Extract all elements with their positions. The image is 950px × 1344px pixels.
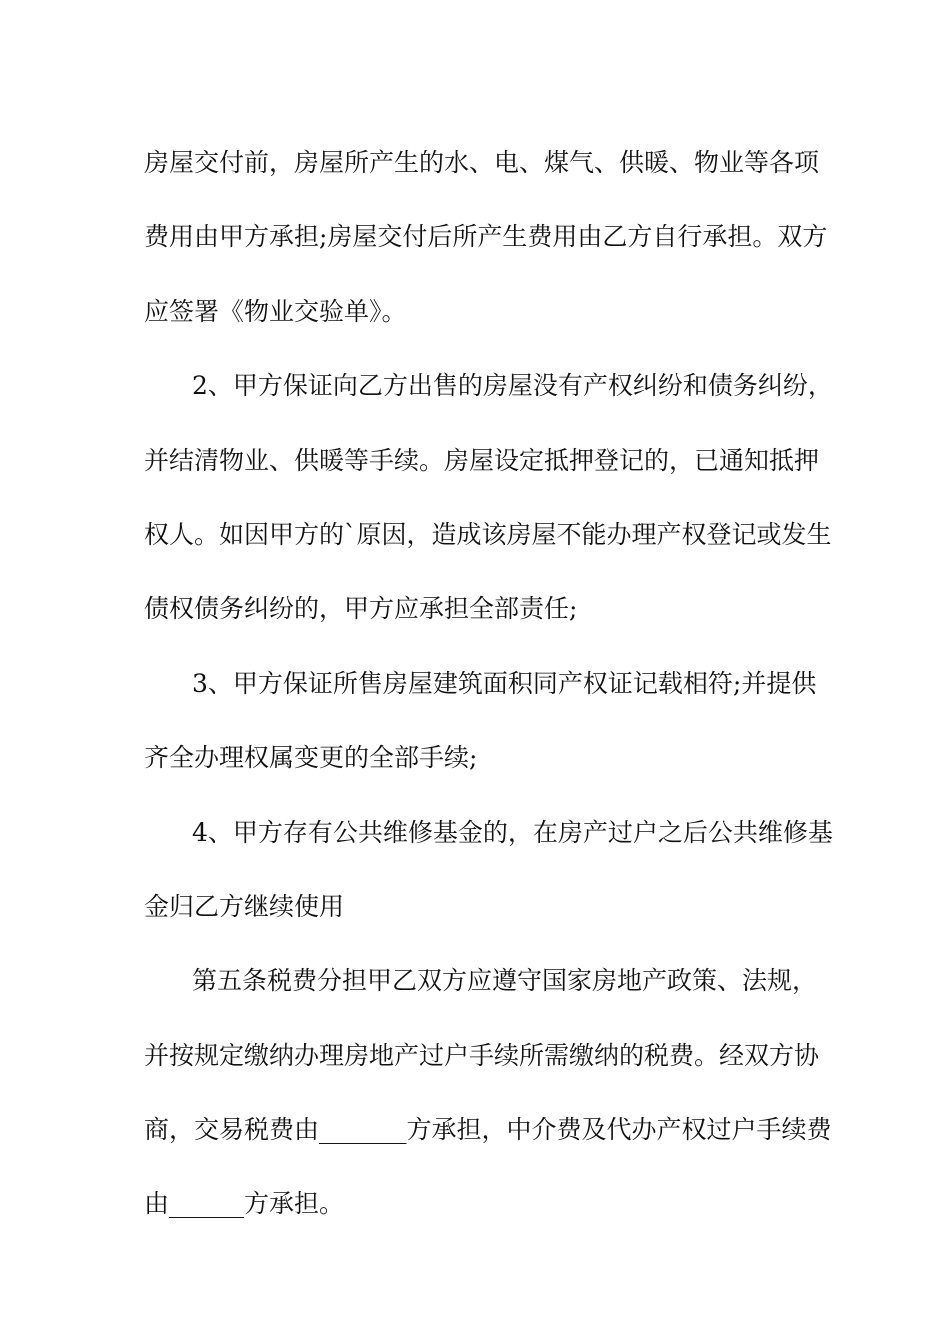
text-line: 应签署《物业交验单》。 <box>144 296 407 326</box>
clause-4-first-line: 4、甲方存有公共维修基金的，在房产过户之后公共维修基 <box>192 817 833 847</box>
text-line: 债权债务纠纷的，甲方应承担全部责任; <box>144 594 578 624</box>
text-line: 并按规定缴纳办理房地产过户手续所需缴纳的税费。经双方协 <box>144 1040 820 1070</box>
text-line-with-blank: 由______方承担。 <box>144 1189 345 1219</box>
document-body <box>144 126 833 1242</box>
text-line: 齐全办理权属变更的全部手续; <box>144 743 478 773</box>
clause-3-first-line: 3、甲方保证所售房屋建筑面积同产权证记载相符;并提供 <box>192 668 817 698</box>
text-line: 并结清物业、供暖等手续。房屋设定抵押登记的，已通知抵押 <box>144 445 820 475</box>
text-line: 金归乙方继续使用 <box>144 891 345 921</box>
clause-2-first-line: 2、甲方保证向乙方出售的房屋没有产权纠纷和债务纠纷， <box>192 371 833 401</box>
text-line: 费用由甲方承担;房屋交付后所产生费用由乙方自行承担。双方 <box>144 222 828 252</box>
text-line: 权人。如因甲方的`原因，造成该房屋不能办理产权登记或发生 <box>144 519 832 549</box>
article-5-first-line: 第五条税费分担甲乙双方应遵守国家房地产政策、法规， <box>192 966 818 996</box>
text-line-with-blank: 商，交易税费由_______方承担，中介费及代办产权过户手续费 <box>144 1115 832 1145</box>
text-line: 房屋交付前，房屋所产生的水、电、煤气、供暖、物业等各项 <box>144 148 820 177</box>
